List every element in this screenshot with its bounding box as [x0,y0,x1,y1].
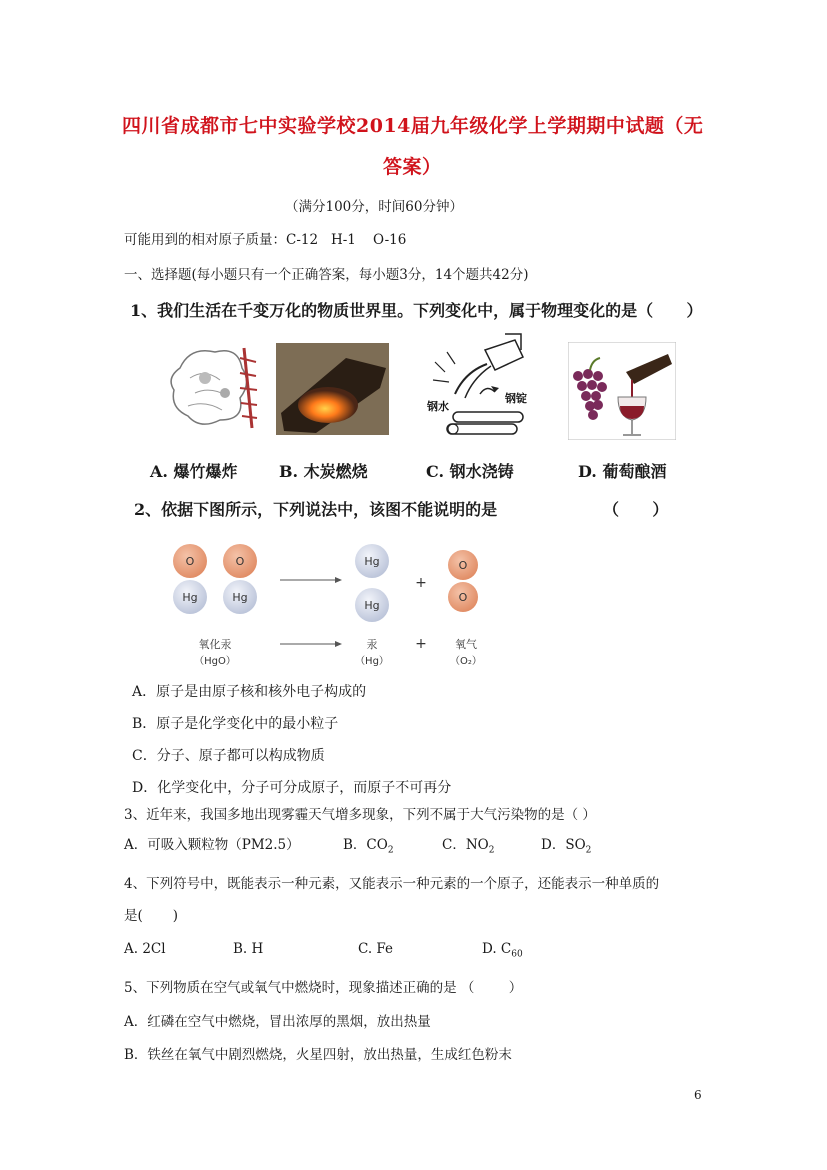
q4-stem-line2: 是( ) [124,908,179,924]
q1-option-b: B. 木炭燃烧 [279,462,368,481]
q5-stem: 5、下列物质在空气或氧气中燃烧时，现象描述正确的是 （ ） [124,980,523,996]
q2-stem: 2、依据下图所示，下列说法中，该图不能说明的是 [134,500,498,519]
atom-hg-label: Hg [232,591,248,604]
page-title-line1: 四川省成都市七中实验学校2014届九年级化学上学期期中试题（无 [122,115,704,137]
steel-water-label: 钢水 [427,400,449,413]
q1-option-d: D. 葡萄酿酒 [578,462,667,481]
product2-name: 氧气 [455,638,477,651]
reaction-diagram [160,537,500,672]
q2-paren: （ ） [603,500,669,519]
firecracker-image [160,338,268,438]
q4-stem-line1: 4、下列符号中，既能表示一种元素，又能表示一种元素的一个原子，还能表示一种单质的 [124,876,660,892]
page-title-line2: 答案） [383,156,442,178]
q4-option-b: B. H [233,941,264,957]
plus-sign: + [415,575,427,591]
q3-option-d: D．$SO_2$ [541,837,592,856]
q1-option-a: A. 爆竹爆炸 [150,462,238,481]
atom-hg-label: Hg [182,591,198,604]
q4-option-a: A. 2Cl [124,941,166,957]
q4-option-d: D. $C_{60}$ [482,941,523,960]
atom-hg-label: Hg [364,555,380,568]
steel-ingot-label: 钢锭 [505,392,527,405]
atom-hg-label: Hg [364,599,380,612]
atom-o-label: O [458,559,468,572]
q5-option-a: A．红磷在空气中燃烧，冒出浓厚的黑烟，放出热量 [124,1014,431,1030]
product2-formula: （O₂） [450,656,482,667]
charcoal-image [276,343,389,435]
atomic-mass: 可能用到的相对原子质量：C-12 H-1 O-16 [124,232,407,248]
q2-option-d: D．化学变化中，分子可分成原子，而原子不可再分 [132,780,452,796]
q1-stem: 1、我们生活在千变万化的物质世界里。下列变化中，属于物理变化的是（ ） [130,301,703,320]
steel-casting-image [425,332,540,440]
section-heading: 一、选择题(每小题只有一个正确答案，每小题3分，14个题共42分) [124,267,529,283]
atom-o-label: O [235,555,245,568]
q5-option-b: B．铁丝在氧气中剧烈燃烧，火星四射，放出热量，生成红色粉末 [124,1047,512,1063]
atom-o-label: O [185,555,195,568]
atom-o-label: O [458,591,468,604]
q2-option-c: C．分子、原子都可以构成物质 [132,748,325,764]
q3-option-a: A．可吸入颗粒物（PM2.5） [124,837,300,853]
q3-option-b: B．$CO_2$ [343,837,394,856]
q3-stem: 3、近年来，我国多地出现雾霾天气增多现象，下列不属于大气污染物的是（ ） [124,807,596,823]
q3-option-c: C．$NO_2$ [442,837,495,856]
product1-formula: （Hg） [355,656,389,667]
q1-option-c: C. 钢水浇铸 [426,462,514,481]
wine-image [568,342,676,440]
q2-option-b: B．原子是化学变化中的最小粒子 [132,716,339,732]
score-time: （满分100分，时间60分钟） [285,199,463,215]
reactant-name: 氧化汞 [198,638,232,651]
reactant-formula: （HgO） [194,656,236,667]
q2-option-a: A．原子是由原子核和核外电子构成的 [132,684,367,700]
product1-name: 汞 [366,638,378,651]
page-number: 6 [694,1088,702,1102]
plus-sign: + [415,636,427,652]
q4-option-c: C. Fe [358,941,394,957]
